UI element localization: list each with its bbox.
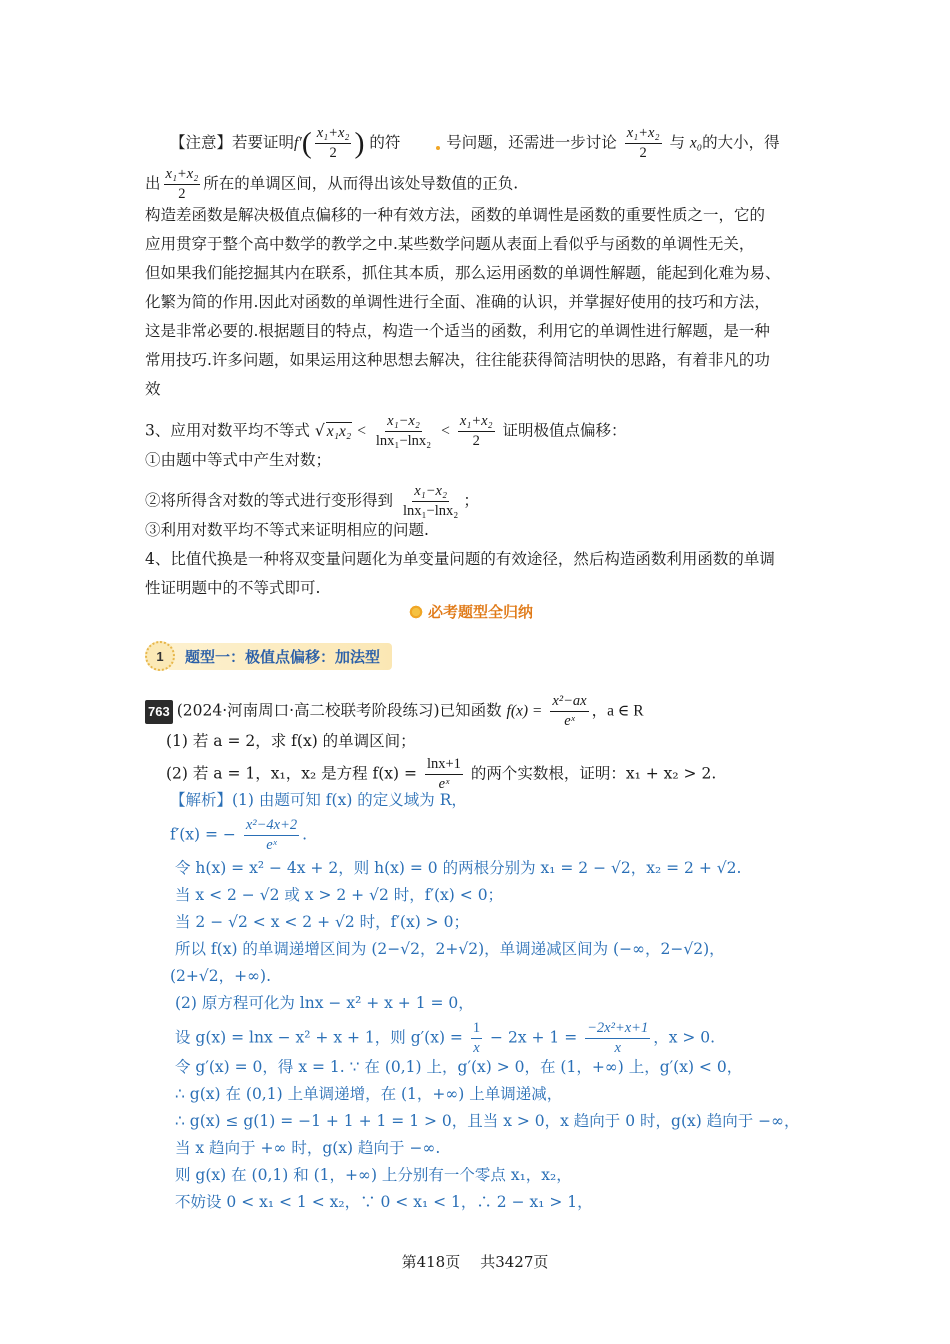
sol-l2-prefix: f′(x) = − (170, 825, 236, 844)
paragraph-line: 构造差函数是解决极值点偏移的一种有效方法，函数的单调性是函数的重要性质之一，它的 (145, 206, 766, 224)
solution-line-14: 则 g(x) 在 (0,1) 和 (1，+∞) 上分别有一个零点 x₁，x₂， (175, 1166, 572, 1184)
sol-l9-fraction-1: $\frac{1}{x}$ (472, 1020, 481, 1056)
problem-source: (2024·河南周口·高二校联考阶段练习)已知函数 (176, 701, 502, 720)
section-title-text: 必考题型全归纳 (428, 603, 534, 621)
q2-prefix: (2) 若 a = 1，x₁，x₂ 是方程 f(x) = (166, 764, 418, 783)
paragraph-line: 常用技巧.许多问题，如果运用这种思想去解决，往往能获得简洁明快的思路，有着非凡的功 (145, 351, 770, 369)
problem-stem (145, 693, 644, 730)
note-mid2: 号问题，还需进一步讨论 (446, 133, 617, 152)
page-total: 共3427页 (480, 1253, 549, 1271)
note-line2-text: 所在的单调区间，从而得出该处导数值的正负. (203, 174, 519, 193)
step2-prefix: ②将所得含对数的等式进行变形得到 (145, 491, 394, 510)
problem-q1: (1) 若 a = 2，求 f(x) 的单调区间； (166, 732, 416, 750)
item3-fraction: $\frac{\text{x₁−x₂}}{\text{lnx₁−lnx₂}}$ (375, 413, 432, 449)
problem-number: 763 (145, 700, 173, 724)
solution-line-11: ∴ g(x) 在 (0,1) 上单调递增，在 (1，+∞) 上单调递减， (175, 1085, 563, 1103)
page-number: 第418页 (401, 1253, 461, 1271)
solution-line-12: ∴ g(x) ≤ g(1) = −1 + 1 + 1 = 1 > 0，且当 x > 0，x 趋向于 0 时，g(x) 趋向于 −∞， (175, 1112, 800, 1130)
paragraph-line: 化繁为简的作用.因此对函数的单调性进行全面、准确的认识，并掌握好使用的技巧和方法， (145, 293, 770, 311)
note-line-1: 【注意】若要证明f′( $\frac{\text{x₁+x₂}}{2}$ ) 的符 号问题，还需进一步讨论 $\frac{\text{x₁+x₂}}{2}$ 与 x₀的大小，得 (170, 125, 780, 161)
orange-dot-mark (436, 146, 440, 150)
paragraph-line: 应用贯穿于整个高中数学的教学之中.某些数学问题从表面上看似乎与函数的单调性无关， (145, 235, 755, 253)
note-x0: x₀ (689, 134, 703, 152)
step-3: ③利用对数平均不等式来证明相应的问题. (145, 521, 429, 539)
type-banner (145, 640, 392, 672)
q2-suffix: 的两个实数根，证明：x₁ + x₂ > 2. (470, 764, 717, 783)
item3-sqrt: x₁x₂ (326, 422, 352, 440)
solution-line-10: 令 g′(x) = 0，得 x = 1. ∵ 在 (0,1) 上，g′(x) > 0，在 (1，+∞) 上，g′(x) < 0， (175, 1058, 743, 1076)
flower-icon (408, 604, 424, 620)
item3-suffix: 证明极值点偏移： (502, 421, 627, 440)
solution-line-4: 当 x < 2 − √2 或 x > 2 + √2 时，f′(x) < 0； (175, 886, 504, 904)
note-fraction-3: $\frac{\text{x₁+x₂}}{2}$ (165, 166, 199, 202)
section-title (408, 601, 533, 622)
q2-fraction: $\frac{\ln x+1}{\text{eˣ}}$ (426, 756, 461, 792)
item3-lt1: < (357, 422, 366, 440)
note-fraction-2: $\frac{\text{x₁+x₂}}{2}$ (626, 125, 660, 161)
solution-line-5: 当 2 − √2 < x < 2 + √2 时，f′(x) > 0； (175, 913, 469, 931)
sol-l2-suffix: . (302, 825, 308, 844)
solution-line-15: 不妨设 0 < x₁ < 1 < x₂，∵ 0 < x₁ < 1，∴ 2 − x₁ > 1， (175, 1193, 593, 1211)
note-line2-prefix: 出 (145, 174, 161, 193)
item-4-line: 4、比值代换是一种将双变量问题化为单变量问题的有效途径，然后构造函数利用函数的单调 (145, 550, 775, 568)
paragraph-line: 效 (145, 380, 161, 398)
paragraph-line: 但如果我们能挖掘其内在联系，抓住其本质，那么运用函数的单调性解题，能起到化难为易、 (145, 264, 781, 282)
solution-line-3: 令 h(x) = x² − 4x + 2，则 h(x) = 0 的两根分别为 x₁ = 2 − √2，x₂ = 2 + √2. (175, 859, 742, 877)
solution-line-1: 【解析】(1) 由题可知 f(x) 的定义域为 R， (170, 791, 467, 809)
sol-l2-fraction: $\frac{\text{x²−4x+2}}{\text{eˣ}}$ (245, 817, 298, 853)
paragraph-line: 这是非常必要的.根据题目的特点，构造一个适当的函数，利用它的单调性进行解题，是一种 (145, 322, 770, 340)
item3-lt2: < (441, 422, 450, 440)
note-fprime: f′ (294, 134, 302, 152)
solution-line-13: 当 x 趋向于 +∞ 时，g(x) 趋向于 −∞. (175, 1139, 441, 1157)
step-1: ①由题中等式中产生对数； (145, 451, 332, 469)
solution-line-9 (175, 1020, 715, 1057)
item-4-line: 性证明题中的不等式即可. (145, 579, 321, 597)
type-badge: 1 (145, 641, 175, 671)
solution-line-7: (2+√2，+∞). (170, 967, 272, 985)
note-tail2: 的大小，得 (702, 133, 780, 152)
type-label: 题型一：极值点偏移：加法型 (167, 643, 392, 670)
sol-l9-prefix: 设 g(x) = lnx − x² + x + 1，则 g′(x) = (175, 1028, 463, 1047)
page-footer (0, 1251, 950, 1272)
solution-line-6: 所以 f(x) 的单调递增区间为 (2−√2，2+√2)，单调递减区间为 (−∞，2−√2)， (175, 940, 725, 958)
note-mid: 的符 (369, 133, 401, 152)
item3-prefix: 3、应用对数平均不等式 (145, 421, 310, 440)
note-prefix: 【注意】若要证明 (170, 133, 295, 152)
step2-suffix: ； (463, 491, 479, 510)
note-tail: 与 (669, 133, 685, 152)
item3-fraction-2: $\frac{\text{x₁+x₂}}{2}$ (459, 413, 493, 449)
note-fraction: $\frac{\text{x₁+x₂}}{2}$ (316, 125, 350, 161)
problem-fx: f(x) = (506, 702, 543, 720)
item-3: 3、应用对数平均不等式 √ x₁x₂ < $\frac{\text{x₁−x₂}}{\text{lnx₁−lnx₂}}$ < $\frac{\text{x₁+x₂}}{2}$ 证明极值点偏移： (145, 413, 627, 449)
sol-l9-mid: − 2x + 1 = (490, 1028, 578, 1047)
note-line-2 (145, 166, 518, 203)
step-2 (145, 483, 479, 520)
solution-line-2 (170, 817, 307, 854)
sol-l9-suffix: ，x > 0. (653, 1028, 716, 1047)
sol-l9-fraction-2: $\frac{\text{−2x²+x+1}}{x}$ (587, 1020, 649, 1056)
problem-q2 (166, 756, 716, 793)
step2-fraction: $\frac{\text{x₁−x₂}}{\text{lnx₁−lnx₂}}$ (402, 483, 459, 519)
problem-fraction: $\frac{\text{x²−ax}}{\text{eˣ}}$ (552, 693, 587, 729)
solution-line-8: (2) 原方程可化为 lnx − x² + x + 1 = 0， (175, 994, 474, 1012)
problem-tail: ，a ∈ R (591, 702, 644, 720)
